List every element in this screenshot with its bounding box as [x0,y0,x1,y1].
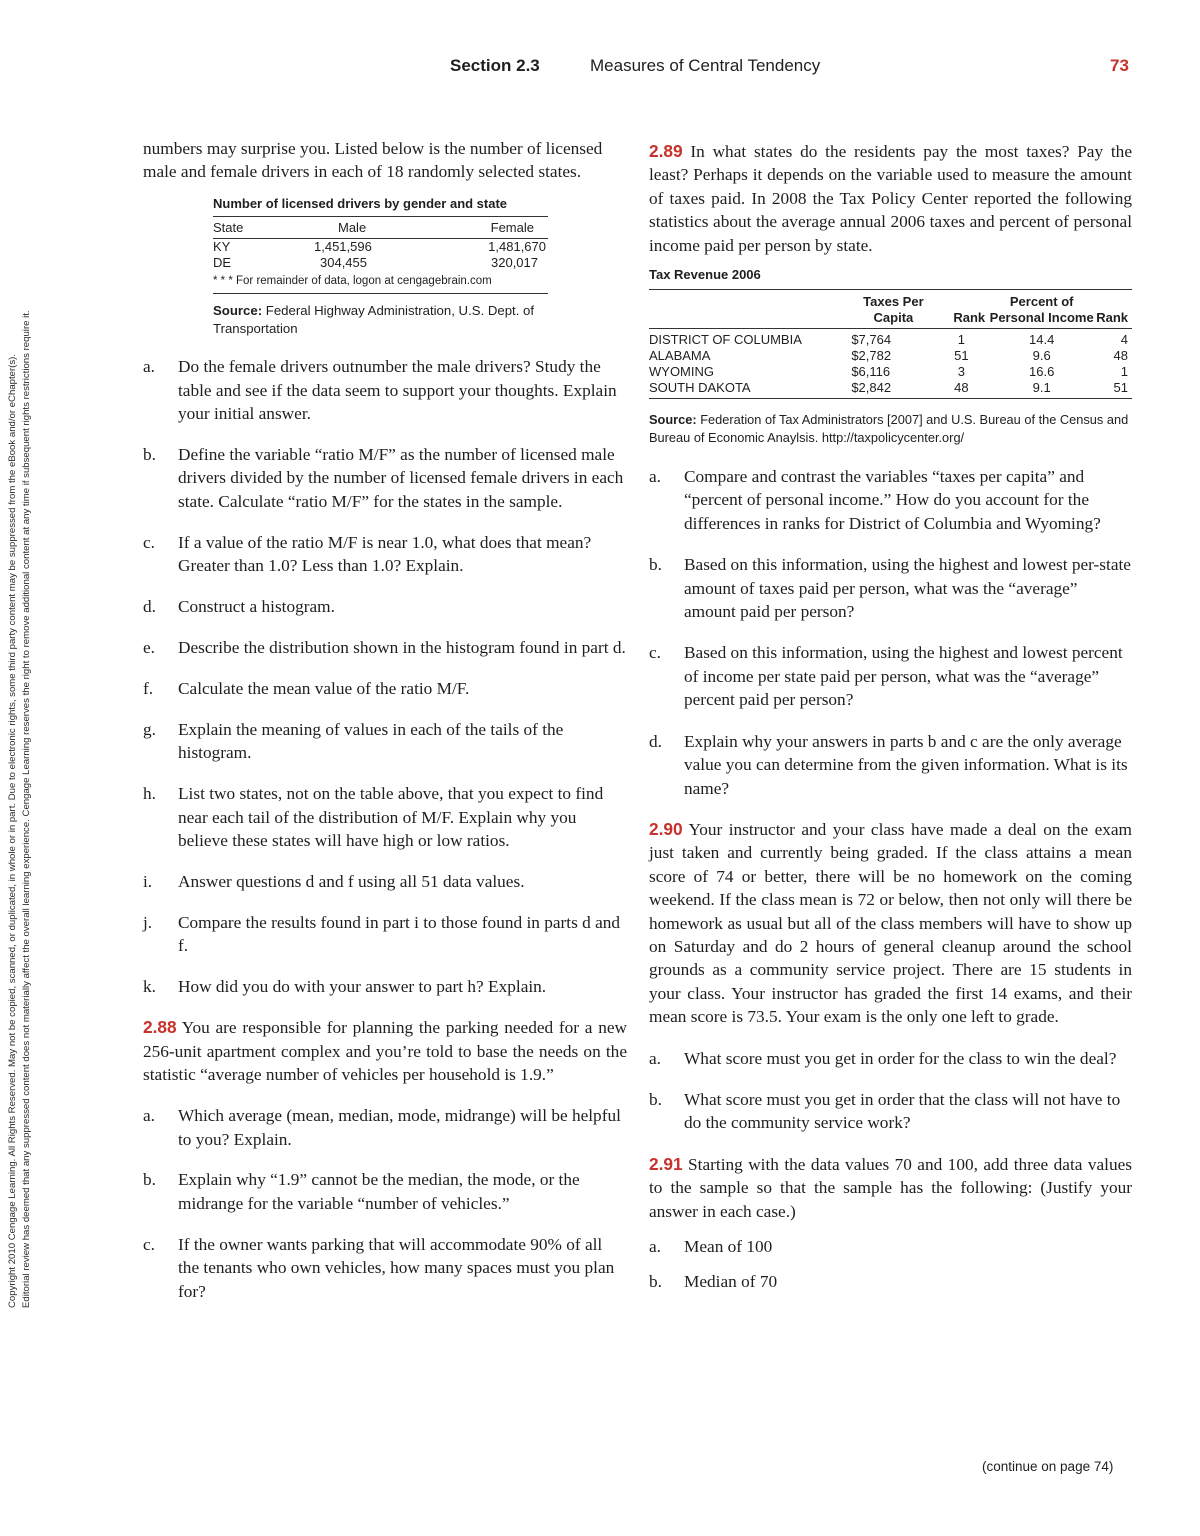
item-label: i. [143,871,153,891]
item-text: Compare the results found in part i to those found in parts d and f. [178,912,621,956]
item-label: b. [649,1089,662,1109]
editorial-notice: Editorial review has deemed that any suppressed content does not materially affect the overall learning experience. Cengage Learning reserves the right to remove additional content at any time if subsequent rights restrictions require it. [21,310,32,1308]
list-item [649,1235,1132,1258]
item-label: b. [649,555,662,575]
table-cell: KY [213,238,231,254]
table-cell: 9.1 [987,380,1096,399]
exercise-text: You are responsible for planning the parking needed for a new 256-unit apartment complex and you’re told to base the needs on the statistic “average number of vehicles per household is 1.9.” [143,1018,627,1085]
source-label: Source: [649,412,697,428]
table-cell: 320,017 [491,254,538,270]
column-header: Female [468,217,548,239]
list-item [143,443,627,513]
item-label: a. [649,467,661,487]
item-text: What score must you get in order for the class to win the deal? [684,1048,1117,1068]
exercise-number: 2.91 [649,1153,683,1174]
source-label: Source: [213,302,263,318]
table-cell: DE [213,254,232,270]
item-text: Answer questions d and f using all 51 data values. [178,871,525,891]
item-text: What score must you get in order that the class will not have to do the community service work? [684,1089,1121,1133]
item-text: Mean of 100 [684,1237,773,1256]
exercise-2-89 [649,140,1132,257]
table-cell: 16.6 [1029,364,1055,380]
item-label: c. [143,532,155,552]
list-item [143,911,627,958]
list-item [649,553,1132,623]
item-text: Based on this information, using the highest and lowest percent of income per state paid per person, what was the “average” percent paid per person? [684,643,1123,710]
exercise-text: Starting with the data values 70 and 100, add three data values to the sample so that the sample has the following: (Justify your answer in each case.) [649,1154,1132,1221]
table-header-row [649,290,1132,329]
list-item [649,1088,1132,1135]
item-text: Explain why “1.9” cannot be the median, the mode, or the midrange for the variable “number of vehicles.” [178,1170,580,1213]
column-header: Rank [936,290,988,329]
table-header-row [213,217,548,239]
item-label: b. [143,445,156,465]
item-label: c. [143,1234,155,1254]
table-cell: DISTRICT OF COLUMBIA [649,332,802,348]
table-cell: SOUTH DAKOTA [649,380,847,399]
item-label: d. [143,597,156,617]
list-item [143,636,627,659]
item-text: Do the female drivers outnumber the male drivers? Study the table and see if the data seem to support your thoughts. Explain your initial answer. [178,357,617,424]
exercise-number: 2.89 [649,141,683,161]
exercise-intro: numbers may surprise you. Listed below is the number of licensed male and female drivers in each of 18 randomly selected states. [143,139,603,182]
chapter-title: Measures of Central Tendency [590,56,821,75]
column-header [649,290,847,329]
page-number: 73 [1110,56,1129,75]
item-label: a. [143,357,155,377]
table-source [213,302,548,338]
list-item [143,1104,627,1151]
column-header: Rank [1096,290,1132,329]
column-header: State [213,217,308,239]
item-text: If the owner wants parking that will accommodate 90% of all the tenants who own vehicles, how many spaces must you plan for? [178,1234,615,1301]
list-item [649,641,1132,711]
table-row [213,255,548,271]
tax-revenue-table [649,267,1132,447]
right-column [649,140,1132,1294]
item-label: a. [143,1106,155,1126]
item-label: a. [649,1237,661,1256]
list-item [143,677,627,700]
table-cell: 51 [954,348,969,364]
list-item [649,1047,1132,1070]
table-source [649,411,1132,447]
list-item [143,355,627,425]
table-cell: 304,455 [320,254,367,270]
item-label: j. [143,912,153,932]
table-cell: 48 [1113,348,1128,364]
item-text: Construct a histogram. [178,597,335,617]
table-cell: $2,842 [847,380,935,399]
list-item [649,465,1132,535]
column-header: Percent of Personal Income [987,290,1096,329]
drivers-table [213,196,548,338]
exercise-text: In what states do the residents pay the most taxes? Pay the least? Perhaps it depends on the variable used to measure the amount of taxes paid. In 2008 the Tax Policy Center reported the following statistics about the average annual 2006 taxes and percent of personal income paid per person by state. [649,142,1132,255]
table-cell: 14.4 [1029,332,1055,348]
item-text: Based on this information, using the highest and lowest per-state amount of taxes paid per person, what was the “average” amount paid per person? [684,555,1131,622]
item-label: b. [143,1170,156,1190]
table-cell: 51 [1096,380,1132,399]
table-cell: $6,116 [851,364,891,380]
source-text: Federation of Tax Administrators [2007] and U.S. Bureau of the Census and Bureau of Economic Anaylsis. http://taxpolicycenter.org/ [649,412,1129,446]
item-text: Describe the distribution shown in the histogram found in part d. [178,637,626,657]
item-text: Explain why your answers in parts b and c are the only average value you can determine from the given information. What is its name? [684,731,1128,798]
item-label: d. [649,731,662,751]
item-label: e. [143,637,155,657]
source-text: Federal Highway Administration, U.S. Dept. of Transportation [213,302,535,336]
table-cell: 1 [957,332,965,348]
exercise-2-88 [143,1016,627,1086]
item-text: Compare and contrast the variables “taxes per capita” and “percent of personal income.” How do you account for the differences in ranks for District of Columbia and Wyoming? [684,467,1101,533]
table-cell: 9.6 [1032,348,1051,364]
table-cell: $7,764 [851,332,892,348]
item-text: Calculate the mean value of the ratio M/F. [178,678,470,698]
list-item [143,782,627,852]
list-item [649,1270,1132,1293]
table-cell: 4 [1120,332,1128,348]
table-caption: Number of licensed drivers by gender and state [213,196,548,217]
continue-note: (continue on page 74) [982,1459,1114,1474]
exercise-2-91 [649,1153,1132,1223]
table-row [649,329,1132,349]
item-label: c. [649,643,661,663]
exercise-2-87-parts [143,355,627,998]
item-text: Define the variable “ratio M/F” as the number of licensed male drivers divided by the number of licensed female drivers in each state. Calculate “ratio M/F” for the states in the sample. [178,445,624,511]
exercise-number: 2.90 [649,818,683,839]
item-label: f. [143,678,154,698]
exercise-text: Your instructor and your class have made a deal on the exam just taken and currently being graded. If the class attains a mean score of 74 or better, there will be no homework on the coming weekend. If the class mean is 72 or below, then not only will there be homework as usual but all of the class members will have to show up on Saturday and do 2 hours of general cleanup around the school grounds as a community service project. There are 15 students in your class. Your instructor has graded the first 14 exams, and their mean score is 73.5. Your exam is the only one left to grade. [649,819,1132,1027]
list-item [143,718,627,765]
table-note: * * * For remainder of data, logon at cengagebrain.com [213,271,548,294]
list-item [143,1168,627,1215]
table-row [649,364,1132,380]
item-label: b. [649,1272,662,1292]
exercise-2-90 [649,818,1132,1029]
table-cell: 3 [957,364,965,380]
table-cell: 1,481,670 [488,238,546,254]
item-text: List two states, not on the table above, that you expect to find near each tail of the distribution of M/F. Explain why you believe these states will have high or low ratios. [178,784,604,850]
table-row [213,238,548,255]
table-row [649,348,1132,364]
table-caption: Tax Revenue 2006 [649,267,1132,290]
item-label: k. [143,977,156,997]
list-item [143,975,627,998]
exercise-number: 2.88 [143,1017,177,1038]
item-label: g. [143,719,156,739]
table-cell: 1,451,596 [314,238,372,254]
item-text: Explain the meaning of values in each of the tails of the histogram. [178,719,564,763]
item-text: Median of 70 [684,1272,778,1292]
item-text: If a value of the ratio M/F is near 1.0, what does that mean? Greater than 1.0? Less than 1.0? Explain. [178,532,592,576]
copyright-notice: Copyright 2010 Cengage Learning. All Rights Reserved. May not be copied, scanned, or duplicated, in whole or in part. Due to electronic rights, some third party content may be suppressed from the eBook and/or eChapter(s). [7,353,18,1308]
list-item [143,870,627,893]
table-cell: ALABAMA [649,348,711,364]
table-row [649,380,1132,399]
left-column [143,137,627,1303]
table-cell: 1 [1120,364,1128,380]
item-label: h. [143,784,156,804]
list-item [143,531,627,578]
table-cell: $2,782 [851,348,892,364]
column-header: Taxes Per Capita [847,290,935,329]
item-label: a. [649,1048,661,1068]
table-cell: WYOMING [649,364,714,380]
column-header: Male [308,217,468,239]
list-item [649,730,1132,800]
section-label: Section 2.3 [450,56,540,75]
item-text: How did you do with your answer to part h? Explain. [178,977,547,997]
list-item [143,1233,627,1303]
table-cell: 48 [936,380,988,399]
item-text: Which average (mean, median, mode, midrange) will be helpful to you? Explain. [178,1106,621,1149]
list-item [143,595,627,618]
